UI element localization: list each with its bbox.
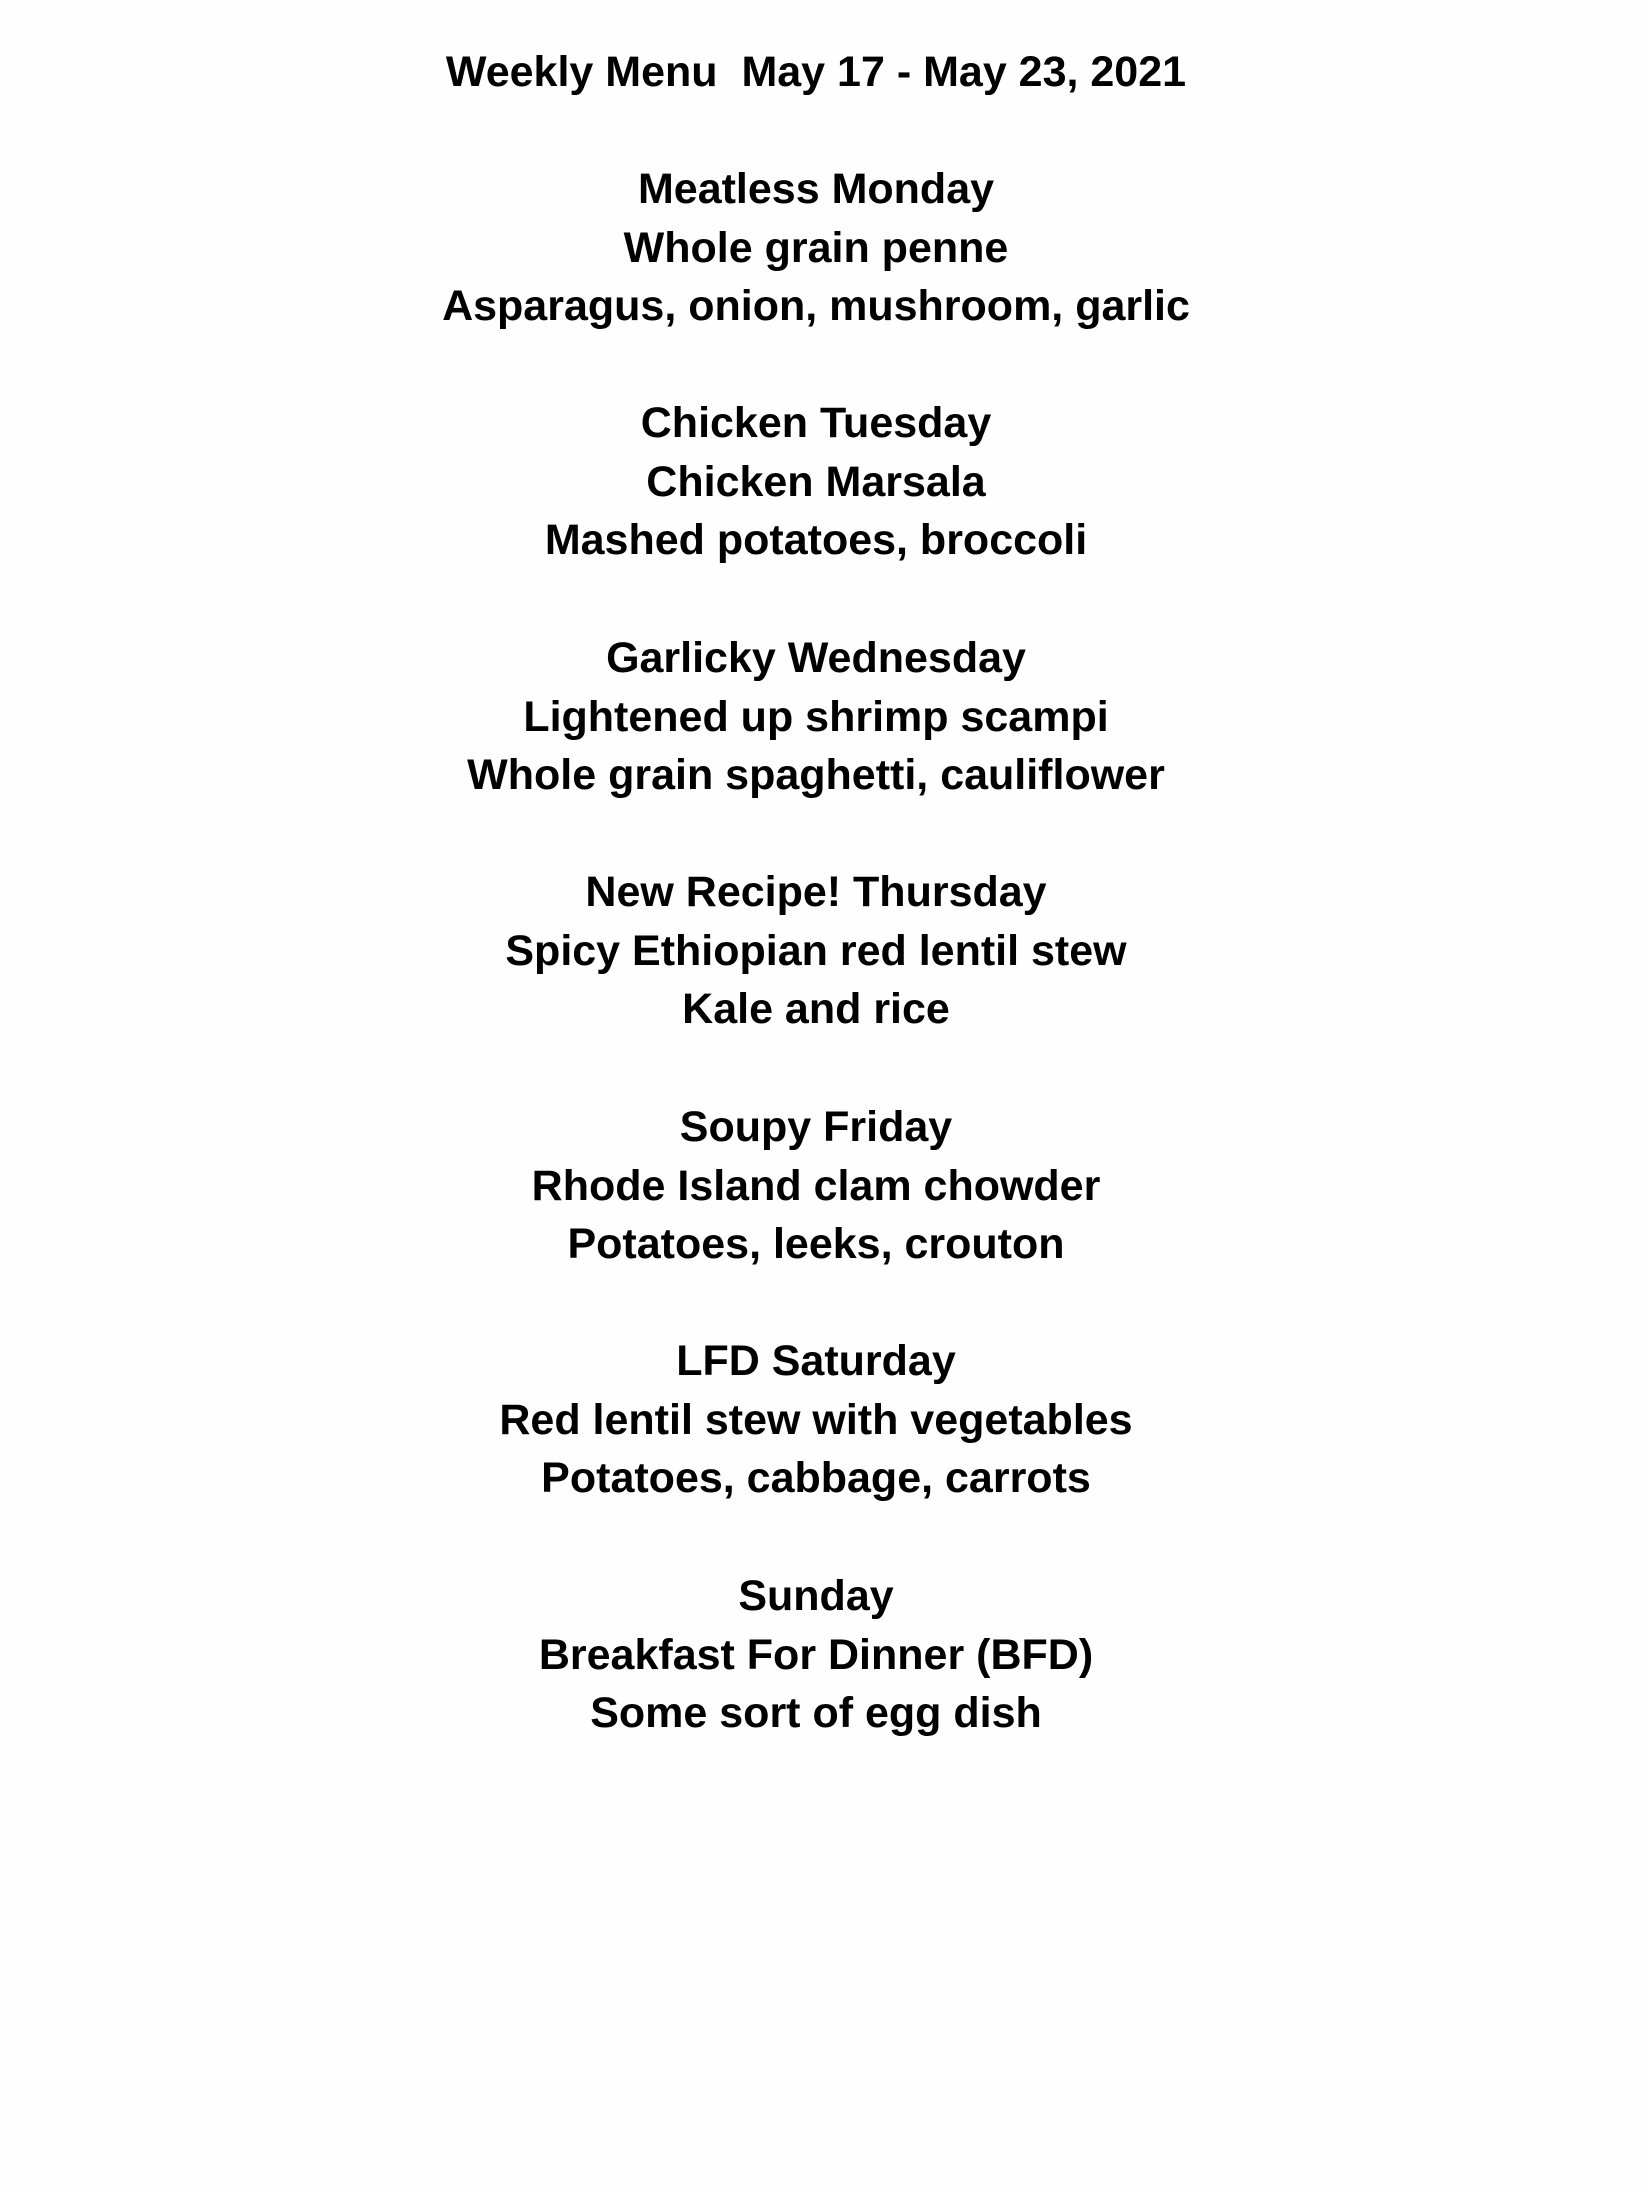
- day-section-thursday: [0, 863, 1632, 1039]
- day-heading: Soupy Friday: [679, 1103, 953, 1151]
- day-heading: LFD Saturday: [676, 1337, 956, 1385]
- side-dishes: Mashed potatoes, broccoli: [544, 516, 1088, 565]
- side-dishes: Some sort of egg dish: [590, 1689, 1042, 1738]
- day-section-monday: [0, 160, 1632, 336]
- main-dish: Rhode Island clam chowder: [531, 1161, 1101, 1210]
- day-heading: Chicken Tuesday: [640, 399, 992, 447]
- day-heading: Meatless Monday: [637, 165, 995, 213]
- main-dish: Chicken Marsala: [646, 457, 986, 506]
- side-dishes: Whole grain spaghetti, cauliflower: [467, 751, 1165, 800]
- side-dishes: Asparagus, onion, mushroom, garlic: [442, 282, 1190, 331]
- day-section-sunday: [0, 1567, 1632, 1743]
- main-dish: Breakfast For Dinner (BFD): [538, 1630, 1094, 1679]
- day-heading: New Recipe! Thursday: [585, 868, 1047, 916]
- menu-title: Weekly Menu May 17 - May 23, 2021: [445, 48, 1187, 96]
- day-heading: Garlicky Wednesday: [606, 634, 1026, 682]
- main-dish: Lightened up shrimp scampi: [523, 692, 1109, 741]
- day-heading: Sunday: [738, 1572, 894, 1620]
- day-section-tuesday: [0, 394, 1632, 570]
- day-section-saturday: [0, 1332, 1632, 1508]
- side-dishes: Potatoes, leeks, crouton: [567, 1220, 1065, 1269]
- day-section-friday: [0, 1098, 1632, 1274]
- side-dishes: Potatoes, cabbage, carrots: [541, 1454, 1091, 1503]
- main-dish: Spicy Ethiopian red lentil stew: [505, 926, 1127, 975]
- main-dish: Red lentil stew with vegetables: [499, 1395, 1133, 1444]
- day-section-wednesday: [0, 629, 1632, 805]
- side-dishes: Kale and rice: [682, 985, 950, 1034]
- main-dish: Whole grain penne: [623, 223, 1009, 272]
